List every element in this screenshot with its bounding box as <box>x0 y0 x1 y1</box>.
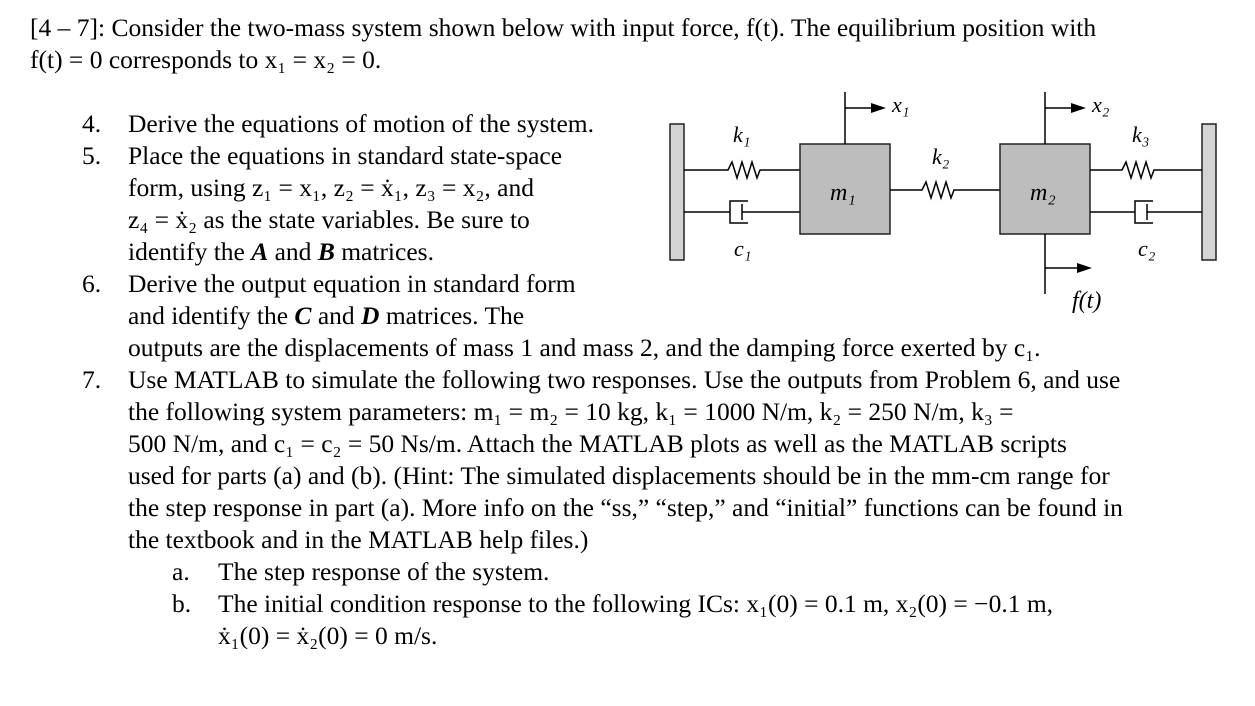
force-label: f(t) <box>1072 288 1102 314</box>
problem-5-line-4 <box>128 236 434 268</box>
problem-5-number: 5. <box>82 141 102 170</box>
problem-5-line-4-b: and <box>268 237 318 266</box>
k3-label: k₃ <box>1132 122 1150 147</box>
problem-6-number: 6. <box>82 269 102 298</box>
damper-c2 <box>1090 201 1202 223</box>
part-a-text: The step response of the system. <box>218 557 550 586</box>
part-b-label: b. <box>172 589 192 618</box>
problem-7-line-2: the following system parameters: m₁ = m₂ = 10 kg, k₁ = 1000 N/m, k₂ = 250 N/m, k₃ = <box>128 397 1014 426</box>
k2-label: k₂ <box>932 144 950 169</box>
matrix-c-label: C <box>294 301 312 330</box>
intro-line-2: f(t) = 0 corresponds to x₁ = x₂ = 0. <box>30 45 382 74</box>
spring-k2 <box>890 182 1000 198</box>
x1-label: x₁ <box>892 92 910 117</box>
damper-c1 <box>684 201 800 223</box>
force-arrow <box>1045 234 1092 294</box>
problem-5-line-4-c: matrices. <box>334 237 434 266</box>
right-wall <box>1202 124 1216 260</box>
part-b-text: The initial condition response to the following ICs: x₁(0) = 0.1 m, x₂(0) = −0.1 m, <box>218 589 1054 618</box>
k1-label: k₁ <box>733 122 751 147</box>
left-wall <box>670 124 684 260</box>
problem-6-line-1: Derive the output equation in standard form <box>128 269 576 298</box>
c1-label: c₁ <box>734 236 752 261</box>
problem-7-line-1: Use MATLAB to simulate the following two responses. Use the outputs from Problem 6, and use <box>128 365 1121 394</box>
x1-arrow <box>845 92 886 144</box>
problem-7-line-5: the step response in part (a). More info on the “ss,” “step,” and “initial” functions can be found in <box>128 493 1123 522</box>
problem-7-number: 7. <box>82 365 102 394</box>
c2-label: c₂ <box>1138 236 1156 261</box>
part-a-label: a. <box>172 557 190 586</box>
x2-label: x₂ <box>1092 92 1110 117</box>
matrix-d-label: D <box>361 301 380 330</box>
problem-5-line-1: Place the equations in standard state-space <box>128 141 563 170</box>
two-mass-system-diagram <box>660 82 1225 322</box>
x2-arrow <box>1045 92 1086 144</box>
problem-6-line-2-a: and identify the <box>128 301 295 330</box>
matrix-b-label: B <box>317 237 335 266</box>
m2-label: m₂ <box>1030 180 1056 206</box>
spring-k1 <box>684 162 800 178</box>
m1-label: m₁ <box>830 180 856 206</box>
matrix-a-label: A <box>251 237 269 266</box>
problem-5-line-4-a: identify the <box>128 237 252 266</box>
problem-6-line-2 <box>128 300 524 332</box>
spring-k3 <box>1090 162 1202 178</box>
problem-6-line-2-c: matrices. The <box>379 301 525 330</box>
problem-7-line-6: the textbook and in the MATLAB help files.) <box>128 525 589 554</box>
problem-4-text: Derive the equations of motion of the system. <box>128 109 594 138</box>
problem-7-line-4: used for parts (a) and (b). (Hint: The simulated displacements should be in the mm-cm range for <box>128 461 1110 490</box>
problem-5-line-2: form, using z₁ = x₁, z₂ = ẋ₁, z₃ = x₂, and <box>128 173 534 202</box>
problem-6-line-3: outputs are the displacements of mass 1 and mass 2, and the damping force exerted by c₁. <box>128 333 1041 362</box>
problem-5-line-3: z₄ = ẋ₂ as the state variables. Be sure to <box>128 205 530 234</box>
part-b-text-2: ẋ₁(0) = ẋ₂(0) = 0 m/s. <box>218 621 438 650</box>
problem-4-number: 4. <box>82 109 102 138</box>
problem-7-line-3: 500 N/m, and c₁ = c₂ = 50 Ns/m. Attach the MATLAB plots as well as the MATLAB scripts <box>128 429 1067 458</box>
intro-line-1: [4 – 7]: Consider the two-mass system shown below with input force, f(t). The equilibrium position with <box>30 13 1097 42</box>
problem-6-line-2-b: and <box>311 301 362 330</box>
